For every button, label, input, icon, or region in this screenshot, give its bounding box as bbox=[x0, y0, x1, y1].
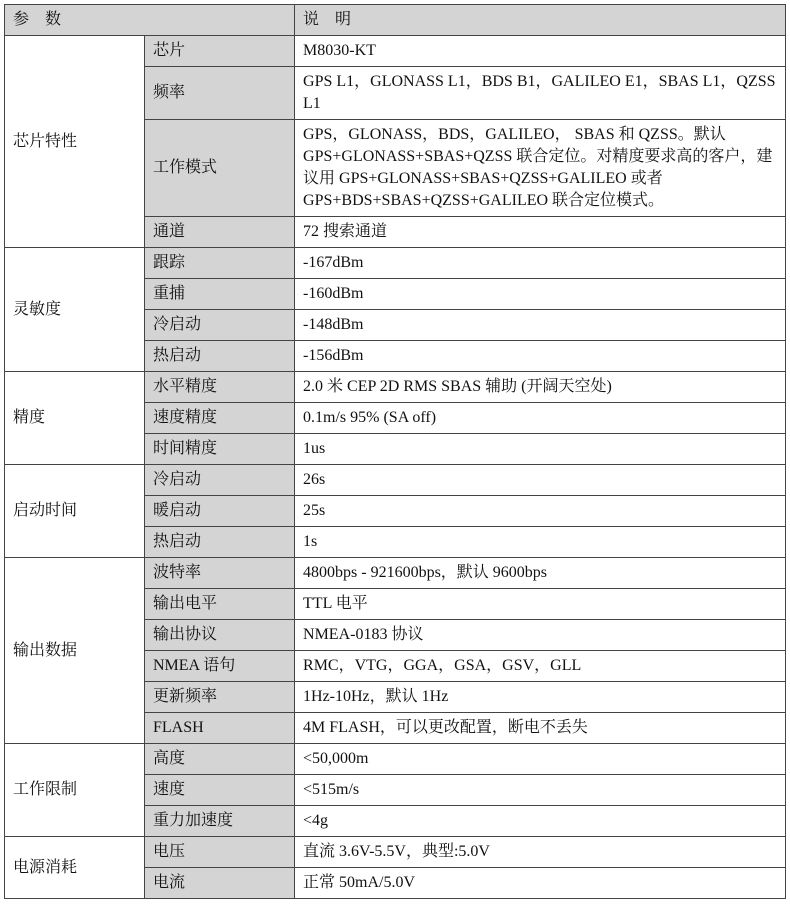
table-row bbox=[5, 36, 786, 67]
group-label: 精度 bbox=[5, 372, 145, 465]
param-value: -160dBm bbox=[295, 279, 786, 310]
param-value: 1Hz-10Hz，默认 1Hz bbox=[295, 682, 786, 713]
param-value: 2.0 米 CEP 2D RMS SBAS 辅助 (开阔天空处) bbox=[295, 372, 786, 403]
header-desc: 说 明 bbox=[295, 5, 786, 36]
param-label: NMEA 语句 bbox=[145, 651, 295, 682]
table-row bbox=[5, 837, 786, 868]
param-label: 输出协议 bbox=[145, 620, 295, 651]
param-label: 波特率 bbox=[145, 558, 295, 589]
spec-table bbox=[4, 4, 786, 899]
param-value: TTL 电平 bbox=[295, 589, 786, 620]
param-value: -167dBm bbox=[295, 248, 786, 279]
param-value: -148dBm bbox=[295, 310, 786, 341]
param-value: 1s bbox=[295, 527, 786, 558]
param-value: RMC，VTG，GGA，GSA，GSV，GLL bbox=[295, 651, 786, 682]
param-value: <515m/s bbox=[295, 775, 786, 806]
param-label: 速度精度 bbox=[145, 403, 295, 434]
group-label: 启动时间 bbox=[5, 465, 145, 558]
param-label: 跟踪 bbox=[145, 248, 295, 279]
param-value: 0.1m/s 95% (SA off) bbox=[295, 403, 786, 434]
table-row bbox=[5, 558, 786, 589]
param-label: 高度 bbox=[145, 744, 295, 775]
param-value: 4800bps - 921600bps，默认 9600bps bbox=[295, 558, 786, 589]
header-row bbox=[5, 5, 786, 36]
param-label: 更新频率 bbox=[145, 682, 295, 713]
table-row bbox=[5, 248, 786, 279]
param-label: 冷启动 bbox=[145, 465, 295, 496]
param-value: 26s bbox=[295, 465, 786, 496]
param-value: <4g bbox=[295, 806, 786, 837]
param-label: 热启动 bbox=[145, 527, 295, 558]
param-label: 热启动 bbox=[145, 341, 295, 372]
param-label: 时间精度 bbox=[145, 434, 295, 465]
table-row bbox=[5, 744, 786, 775]
param-label: 重力加速度 bbox=[145, 806, 295, 837]
param-value: NMEA-0183 协议 bbox=[295, 620, 786, 651]
group-label: 芯片特性 bbox=[5, 36, 145, 248]
param-value: M8030-KT bbox=[295, 36, 786, 67]
group-label: 工作限制 bbox=[5, 744, 145, 837]
param-label: 电流 bbox=[145, 868, 295, 899]
param-label: 水平精度 bbox=[145, 372, 295, 403]
param-label: 暖启动 bbox=[145, 496, 295, 527]
param-value: 4M FLASH，可以更改配置，断电不丢失 bbox=[295, 713, 786, 744]
param-value: -156dBm bbox=[295, 341, 786, 372]
param-value: GPS L1，GLONASS L1，BDS B1，GALILEO E1，SBAS L1，QZSS L1 bbox=[295, 67, 786, 120]
spec-body bbox=[5, 36, 786, 899]
param-label: FLASH bbox=[145, 713, 295, 744]
param-value: <50,000m bbox=[295, 744, 786, 775]
table-row bbox=[5, 465, 786, 496]
param-label: 重捕 bbox=[145, 279, 295, 310]
group-label: 电源消耗 bbox=[5, 837, 145, 899]
param-label: 冷启动 bbox=[145, 310, 295, 341]
param-label: 输出电平 bbox=[145, 589, 295, 620]
param-value: 72 搜索通道 bbox=[295, 217, 786, 248]
header-param: 参 数 bbox=[5, 5, 295, 36]
param-label: 通道 bbox=[145, 217, 295, 248]
param-value: 正常 50mA/5.0V bbox=[295, 868, 786, 899]
param-label: 速度 bbox=[145, 775, 295, 806]
param-label: 工作模式 bbox=[145, 120, 295, 217]
table-row bbox=[5, 372, 786, 403]
param-value: 25s bbox=[295, 496, 786, 527]
group-label: 灵敏度 bbox=[5, 248, 145, 372]
param-label: 频率 bbox=[145, 67, 295, 120]
param-label: 芯片 bbox=[145, 36, 295, 67]
param-value: 1us bbox=[295, 434, 786, 465]
group-label: 输出数据 bbox=[5, 558, 145, 744]
param-value: 直流 3.6V-5.5V，典型:5.0V bbox=[295, 837, 786, 868]
param-value: GPS，GLONASS，BDS，GALILEO， SBAS 和 QZSS。默认 GPS+GLONASS+SBAS+QZSS 联合定位。对精度要求高的客户，建议用 GPS+GLONASS+SBAS+QZSS+GALILEO 或者 GPS+BDS+SBAS+QZSS+GALILEO 联合定位模式。 bbox=[295, 120, 786, 217]
param-label: 电压 bbox=[145, 837, 295, 868]
